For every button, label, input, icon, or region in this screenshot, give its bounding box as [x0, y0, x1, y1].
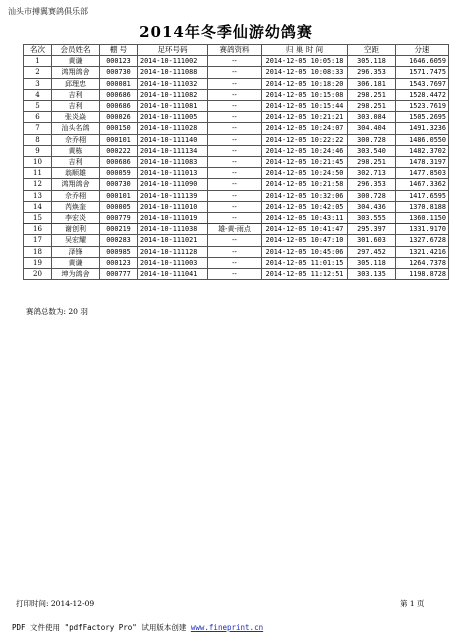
- cell-loft: 000686: [100, 101, 138, 112]
- cell-rank: 6: [24, 112, 52, 123]
- cell-loft: 000730: [100, 179, 138, 190]
- cell-pigeon-info: --: [208, 56, 262, 67]
- cell-arrival: 2014-12-05 10:08:33: [262, 67, 348, 78]
- cell-distance: 303.540: [348, 145, 396, 156]
- club-name: 汕头市搏翼赛鸽俱乐部: [8, 7, 88, 16]
- table-row: [24, 235, 449, 246]
- cell-member: 佘乔栩: [52, 190, 100, 201]
- column-header-speed: 分速: [396, 45, 449, 56]
- cell-rank: 18: [24, 246, 52, 257]
- cell-loft: 000123: [100, 257, 138, 268]
- cell-distance: 300.728: [348, 190, 396, 201]
- table-row: [24, 257, 449, 268]
- cell-speed: 1360.1150: [396, 213, 449, 224]
- cell-member: 张炎焱: [52, 112, 100, 123]
- table-row: [24, 145, 449, 156]
- cell-distance: 303.135: [348, 269, 396, 280]
- cell-ring: 2014-10-111013: [138, 168, 208, 179]
- cell-pigeon-info: --: [208, 123, 262, 134]
- table-row: [24, 56, 449, 67]
- results-table-body: [24, 56, 449, 280]
- cell-rank: 3: [24, 78, 52, 89]
- cell-arrival: 2014-12-05 10:05:18: [262, 56, 348, 67]
- cell-arrival: 2014-12-05 10:21:21: [262, 112, 348, 123]
- cell-rank: 4: [24, 89, 52, 100]
- cell-member: 吉利: [52, 157, 100, 168]
- table-header-row: [24, 45, 449, 56]
- cell-speed: 1477.8503: [396, 168, 449, 179]
- cell-speed: 1482.3702: [396, 145, 449, 156]
- watermark-text: PDF 文件使用 "pdfFactory Pro" 试用版本创建: [12, 623, 191, 632]
- cell-ring: 2014-10-111019: [138, 213, 208, 224]
- cell-rank: 15: [24, 213, 52, 224]
- cell-ring: 2014-10-111134: [138, 145, 208, 156]
- pdf-watermark: [12, 622, 263, 633]
- cell-ring: 2014-10-111021: [138, 235, 208, 246]
- cell-distance: 297.452: [348, 246, 396, 257]
- cell-rank: 20: [24, 269, 52, 280]
- print-time: 打印时间: 2014-12-09: [16, 599, 95, 608]
- table-row: [24, 213, 449, 224]
- cell-distance: 295.397: [348, 224, 396, 235]
- cell-loft: 000150: [100, 123, 138, 134]
- cell-distance: 304.404: [348, 123, 396, 134]
- cell-member: 吴宏耀: [52, 235, 100, 246]
- cell-pigeon-info: --: [208, 134, 262, 145]
- cell-arrival: 2014-12-05 10:24:07: [262, 123, 348, 134]
- cell-speed: 1321.4216: [396, 246, 449, 257]
- page-number: 第 1 页: [400, 599, 425, 608]
- cell-distance: 302.713: [348, 168, 396, 179]
- cell-member: 邱理忠: [52, 78, 100, 89]
- cell-member: 芮焕奎: [52, 201, 100, 212]
- cell-ring: 2014-10-111010: [138, 201, 208, 212]
- cell-pigeon-info: 雄-黄-雨点: [208, 224, 262, 235]
- cell-member: 吉利: [52, 89, 100, 100]
- cell-pigeon-info: --: [208, 67, 262, 78]
- cell-loft: 000101: [100, 134, 138, 145]
- cell-ring: 2014-10-111002: [138, 56, 208, 67]
- table-row: [24, 179, 449, 190]
- column-header-arrival: 归 巢 时 间: [262, 45, 348, 56]
- cell-distance: 296.353: [348, 67, 396, 78]
- table-row: [24, 101, 449, 112]
- cell-distance: 303.084: [348, 112, 396, 123]
- cell-arrival: 2014-12-05 11:12:51: [262, 269, 348, 280]
- cell-rank: 10: [24, 157, 52, 168]
- cell-arrival: 2014-12-05 10:43:11: [262, 213, 348, 224]
- cell-pigeon-info: --: [208, 213, 262, 224]
- cell-pigeon-info: --: [208, 89, 262, 100]
- cell-distance: 303.555: [348, 213, 396, 224]
- cell-pigeon-info: --: [208, 145, 262, 156]
- cell-speed: 1543.7697: [396, 78, 449, 89]
- table-row: [24, 224, 449, 235]
- cell-arrival: 2014-12-05 10:15:08: [262, 89, 348, 100]
- cell-pigeon-info: --: [208, 78, 262, 89]
- cell-pigeon-info: --: [208, 257, 262, 268]
- cell-loft: 000081: [100, 78, 138, 89]
- cell-pigeon-info: --: [208, 179, 262, 190]
- cell-speed: 1491.3236: [396, 123, 449, 134]
- watermark-link[interactable]: www.fineprint.cn: [190, 623, 264, 632]
- cell-speed: 1264.7378: [396, 257, 449, 268]
- cell-member: 吉利: [52, 101, 100, 112]
- cell-rank: 12: [24, 179, 52, 190]
- cell-rank: 8: [24, 134, 52, 145]
- cell-pigeon-info: --: [208, 269, 262, 280]
- cell-pigeon-info: --: [208, 190, 262, 201]
- column-header-member: 会员姓名: [52, 45, 100, 56]
- cell-arrival: 2014-12-05 10:21:45: [262, 157, 348, 168]
- cell-speed: 1486.0550: [396, 134, 449, 145]
- cell-ring: 2014-10-111003: [138, 257, 208, 268]
- cell-pigeon-info: --: [208, 235, 262, 246]
- cell-loft: 000059: [100, 168, 138, 179]
- cell-arrival: 2014-12-05 10:15:44: [262, 101, 348, 112]
- results-table: [23, 44, 449, 280]
- cell-ring: 2014-10-111088: [138, 67, 208, 78]
- table-row: [24, 78, 449, 89]
- cell-distance: 305.118: [348, 257, 396, 268]
- cell-speed: 1646.6059: [396, 56, 449, 67]
- table-row: [24, 246, 449, 257]
- cell-member: 坤为鸽舍: [52, 269, 100, 280]
- cell-ring: 2014-10-111005: [138, 112, 208, 123]
- cell-speed: 1327.6728: [396, 235, 449, 246]
- cell-pigeon-info: --: [208, 101, 262, 112]
- cell-arrival: 2014-12-05 10:47:10: [262, 235, 348, 246]
- cell-ring: 2014-10-111081: [138, 101, 208, 112]
- cell-ring: 2014-10-111128: [138, 246, 208, 257]
- cell-member: 鸿翔鸽舍: [52, 67, 100, 78]
- cell-ring: 2014-10-111090: [138, 179, 208, 190]
- cell-arrival: 2014-12-05 10:18:20: [262, 78, 348, 89]
- cell-loft: 000222: [100, 145, 138, 156]
- cell-ring: 2014-10-111140: [138, 134, 208, 145]
- cell-member: 汕头名鸽: [52, 123, 100, 134]
- cell-member: 翁顺雄: [52, 168, 100, 179]
- table-row: [24, 168, 449, 179]
- column-header-rank: 名次: [24, 45, 52, 56]
- cell-distance: 296.353: [348, 179, 396, 190]
- table-row: [24, 123, 449, 134]
- table-row: [24, 269, 449, 280]
- cell-pigeon-info: --: [208, 168, 262, 179]
- cell-loft: 000101: [100, 190, 138, 201]
- cell-pigeon-info: --: [208, 246, 262, 257]
- cell-rank: 2: [24, 67, 52, 78]
- cell-loft: 000686: [100, 157, 138, 168]
- cell-rank: 7: [24, 123, 52, 134]
- total-pigeons: 赛鸽总数为: 20 羽: [26, 307, 88, 316]
- cell-speed: 1571.7475: [396, 67, 449, 78]
- cell-speed: 1417.6595: [396, 190, 449, 201]
- cell-member: 黄谦: [52, 257, 100, 268]
- cell-speed: 1198.8728: [396, 269, 449, 280]
- table-row: [24, 89, 449, 100]
- cell-rank: 5: [24, 101, 52, 112]
- cell-rank: 13: [24, 190, 52, 201]
- cell-speed: 1528.4472: [396, 89, 449, 100]
- cell-loft: 000283: [100, 235, 138, 246]
- table-row: [24, 134, 449, 145]
- cell-ring: 2014-10-111032: [138, 78, 208, 89]
- cell-speed: 1467.3362: [396, 179, 449, 190]
- cell-pigeon-info: --: [208, 157, 262, 168]
- cell-distance: 300.728: [348, 134, 396, 145]
- cell-arrival: 2014-12-05 10:22:22: [262, 134, 348, 145]
- table-row: [24, 201, 449, 212]
- cell-ring: 2014-10-111038: [138, 224, 208, 235]
- cell-member: 李宏炎: [52, 213, 100, 224]
- cell-arrival: 2014-12-05 11:01:15: [262, 257, 348, 268]
- column-header-pigeon-info: 赛鸽资料: [208, 45, 262, 56]
- cell-distance: 298.251: [348, 157, 396, 168]
- cell-distance: 304.436: [348, 201, 396, 212]
- cell-ring: 2014-10-111083: [138, 157, 208, 168]
- cell-pigeon-info: --: [208, 201, 262, 212]
- cell-distance: 305.118: [348, 56, 396, 67]
- column-header-distance: 空距: [348, 45, 396, 56]
- cell-member: 谢创利: [52, 224, 100, 235]
- cell-loft: 000730: [100, 67, 138, 78]
- cell-rank: 16: [24, 224, 52, 235]
- cell-member: 泽锋: [52, 246, 100, 257]
- cell-loft: 000219: [100, 224, 138, 235]
- table-row: [24, 67, 449, 78]
- cell-loft: 000777: [100, 269, 138, 280]
- table-row: [24, 190, 449, 201]
- cell-arrival: 2014-12-05 10:45:06: [262, 246, 348, 257]
- page-title: 2014年冬季仙游幼鸽赛: [139, 23, 313, 41]
- cell-arrival: 2014-12-05 10:42:05: [262, 201, 348, 212]
- cell-speed: 1505.2695: [396, 112, 449, 123]
- cell-rank: 19: [24, 257, 52, 268]
- cell-arrival: 2014-12-05 10:21:58: [262, 179, 348, 190]
- cell-rank: 11: [24, 168, 52, 179]
- cell-pigeon-info: --: [208, 112, 262, 123]
- table-row: [24, 157, 449, 168]
- cell-loft: 000005: [100, 201, 138, 212]
- cell-rank: 14: [24, 201, 52, 212]
- cell-speed: 1523.7619: [396, 101, 449, 112]
- cell-distance: 298.251: [348, 89, 396, 100]
- cell-ring: 2014-10-111028: [138, 123, 208, 134]
- cell-ring: 2014-10-111082: [138, 89, 208, 100]
- cell-loft: 000686: [100, 89, 138, 100]
- column-header-loft: 棚 号: [100, 45, 138, 56]
- cell-rank: 9: [24, 145, 52, 156]
- cell-loft: 000779: [100, 213, 138, 224]
- table-row: [24, 112, 449, 123]
- cell-speed: 1478.3197: [396, 157, 449, 168]
- cell-distance: 301.603: [348, 235, 396, 246]
- cell-member: 鸿翔鸽舍: [52, 179, 100, 190]
- cell-speed: 1370.8188: [396, 201, 449, 212]
- cell-ring: 2014-10-111139: [138, 190, 208, 201]
- cell-loft: 000026: [100, 112, 138, 123]
- cell-ring: 2014-10-111041: [138, 269, 208, 280]
- cell-distance: 298.251: [348, 101, 396, 112]
- cell-rank: 1: [24, 56, 52, 67]
- cell-member: 黄谦: [52, 56, 100, 67]
- column-header-ring: 足环号码: [138, 45, 208, 56]
- cell-speed: 1331.9170: [396, 224, 449, 235]
- cell-arrival: 2014-12-05 10:24:46: [262, 145, 348, 156]
- cell-distance: 306.181: [348, 78, 396, 89]
- cell-member: 佘乔栩: [52, 134, 100, 145]
- cell-rank: 17: [24, 235, 52, 246]
- cell-arrival: 2014-12-05 10:41:47: [262, 224, 348, 235]
- cell-loft: 000123: [100, 56, 138, 67]
- cell-member: 黄栋: [52, 145, 100, 156]
- cell-arrival: 2014-12-05 10:32:06: [262, 190, 348, 201]
- cell-loft: 000985: [100, 246, 138, 257]
- cell-arrival: 2014-12-05 10:24:50: [262, 168, 348, 179]
